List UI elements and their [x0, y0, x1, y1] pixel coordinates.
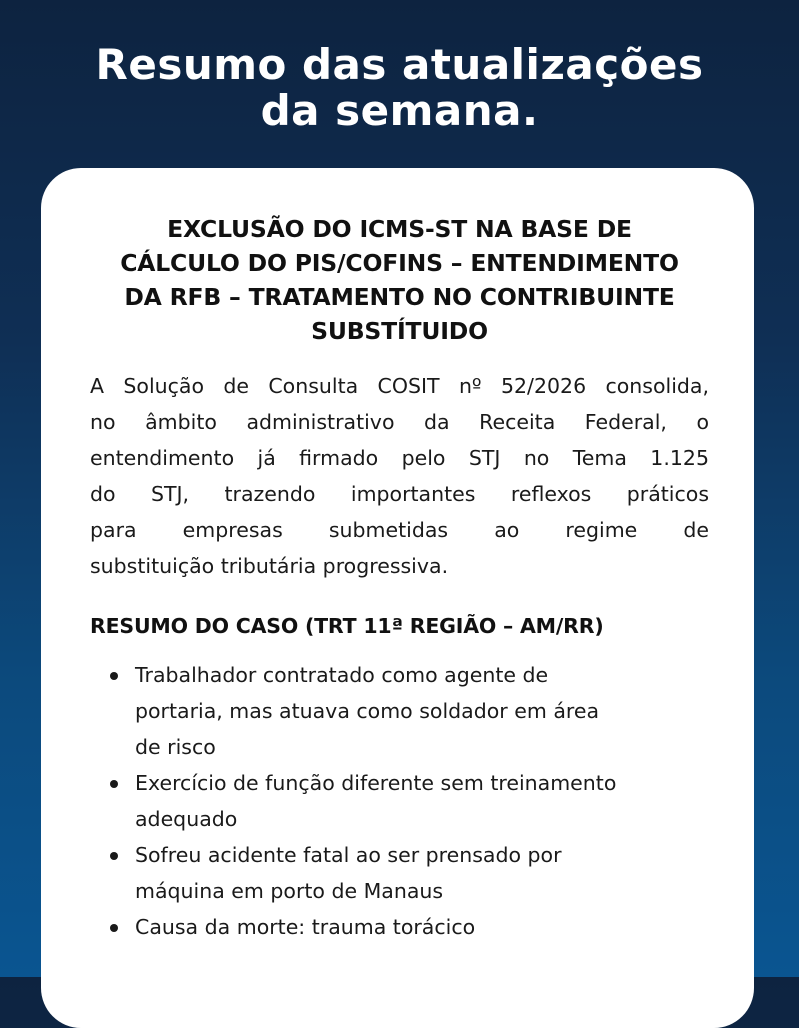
list-item-line: Sofreu acidente fatal ao ser prensado por: [135, 843, 562, 867]
headline-line-2: da semana.: [260, 86, 539, 135]
list-item-line: Trabalhador contratado como agente de: [135, 663, 549, 687]
section-heading: RESUMO DO CASO (TRT 11ª REGIÃO – AM/RR): [90, 614, 604, 638]
bullet-icon: [110, 924, 118, 932]
list-item: [90, 657, 709, 765]
card-title-line: SUBSTÍTUIDO: [311, 317, 488, 345]
content-card: [41, 168, 754, 1028]
list-item: [90, 837, 709, 909]
page-headline: [0, 42, 799, 134]
intro-line: substituição tributária progressiva.: [90, 554, 449, 578]
intro-line: entendimento já firmado pelo STJ no Tema 1.125: [90, 446, 709, 470]
bullet-icon: [110, 852, 118, 860]
bullet-icon: [110, 672, 118, 680]
intro-line: do STJ, trazendo importantes reflexos práticos: [90, 482, 709, 506]
list-item: [90, 909, 709, 945]
card-title: [90, 212, 709, 348]
card-title-line: EXCLUSÃO DO ICMS-ST NA BASE DE: [167, 215, 632, 243]
list-item-line: máquina em porto de Manaus: [135, 879, 444, 903]
list-item-line: de risco: [135, 735, 216, 759]
list-item: [90, 765, 709, 837]
intro-line: A Solução de Consulta COSIT nº 52/2026 consolida,: [90, 374, 709, 398]
bullet-icon: [110, 780, 118, 788]
intro-paragraph: [90, 368, 709, 584]
card-title-line: CÁLCULO DO PIS/COFINS – ENTENDIMENTO: [120, 249, 679, 277]
headline-line-1: Resumo das atualizações: [95, 40, 704, 89]
list-item-line: Exercício de função diferente sem treinamento: [135, 771, 617, 795]
list-item-line: Causa da morte: trauma torácico: [135, 915, 476, 939]
intro-line: para empresas submetidas ao regime de: [90, 518, 709, 542]
intro-line: no âmbito administrativo da Receita Federal, o: [90, 410, 709, 434]
list-item-line: portaria, mas atuava como soldador em área: [135, 699, 600, 723]
card-title-line: DA RFB – TRATAMENTO NO CONTRIBUINTE: [124, 283, 675, 311]
list-item-line: adequado: [135, 807, 238, 831]
case-summary-list: [90, 657, 709, 945]
